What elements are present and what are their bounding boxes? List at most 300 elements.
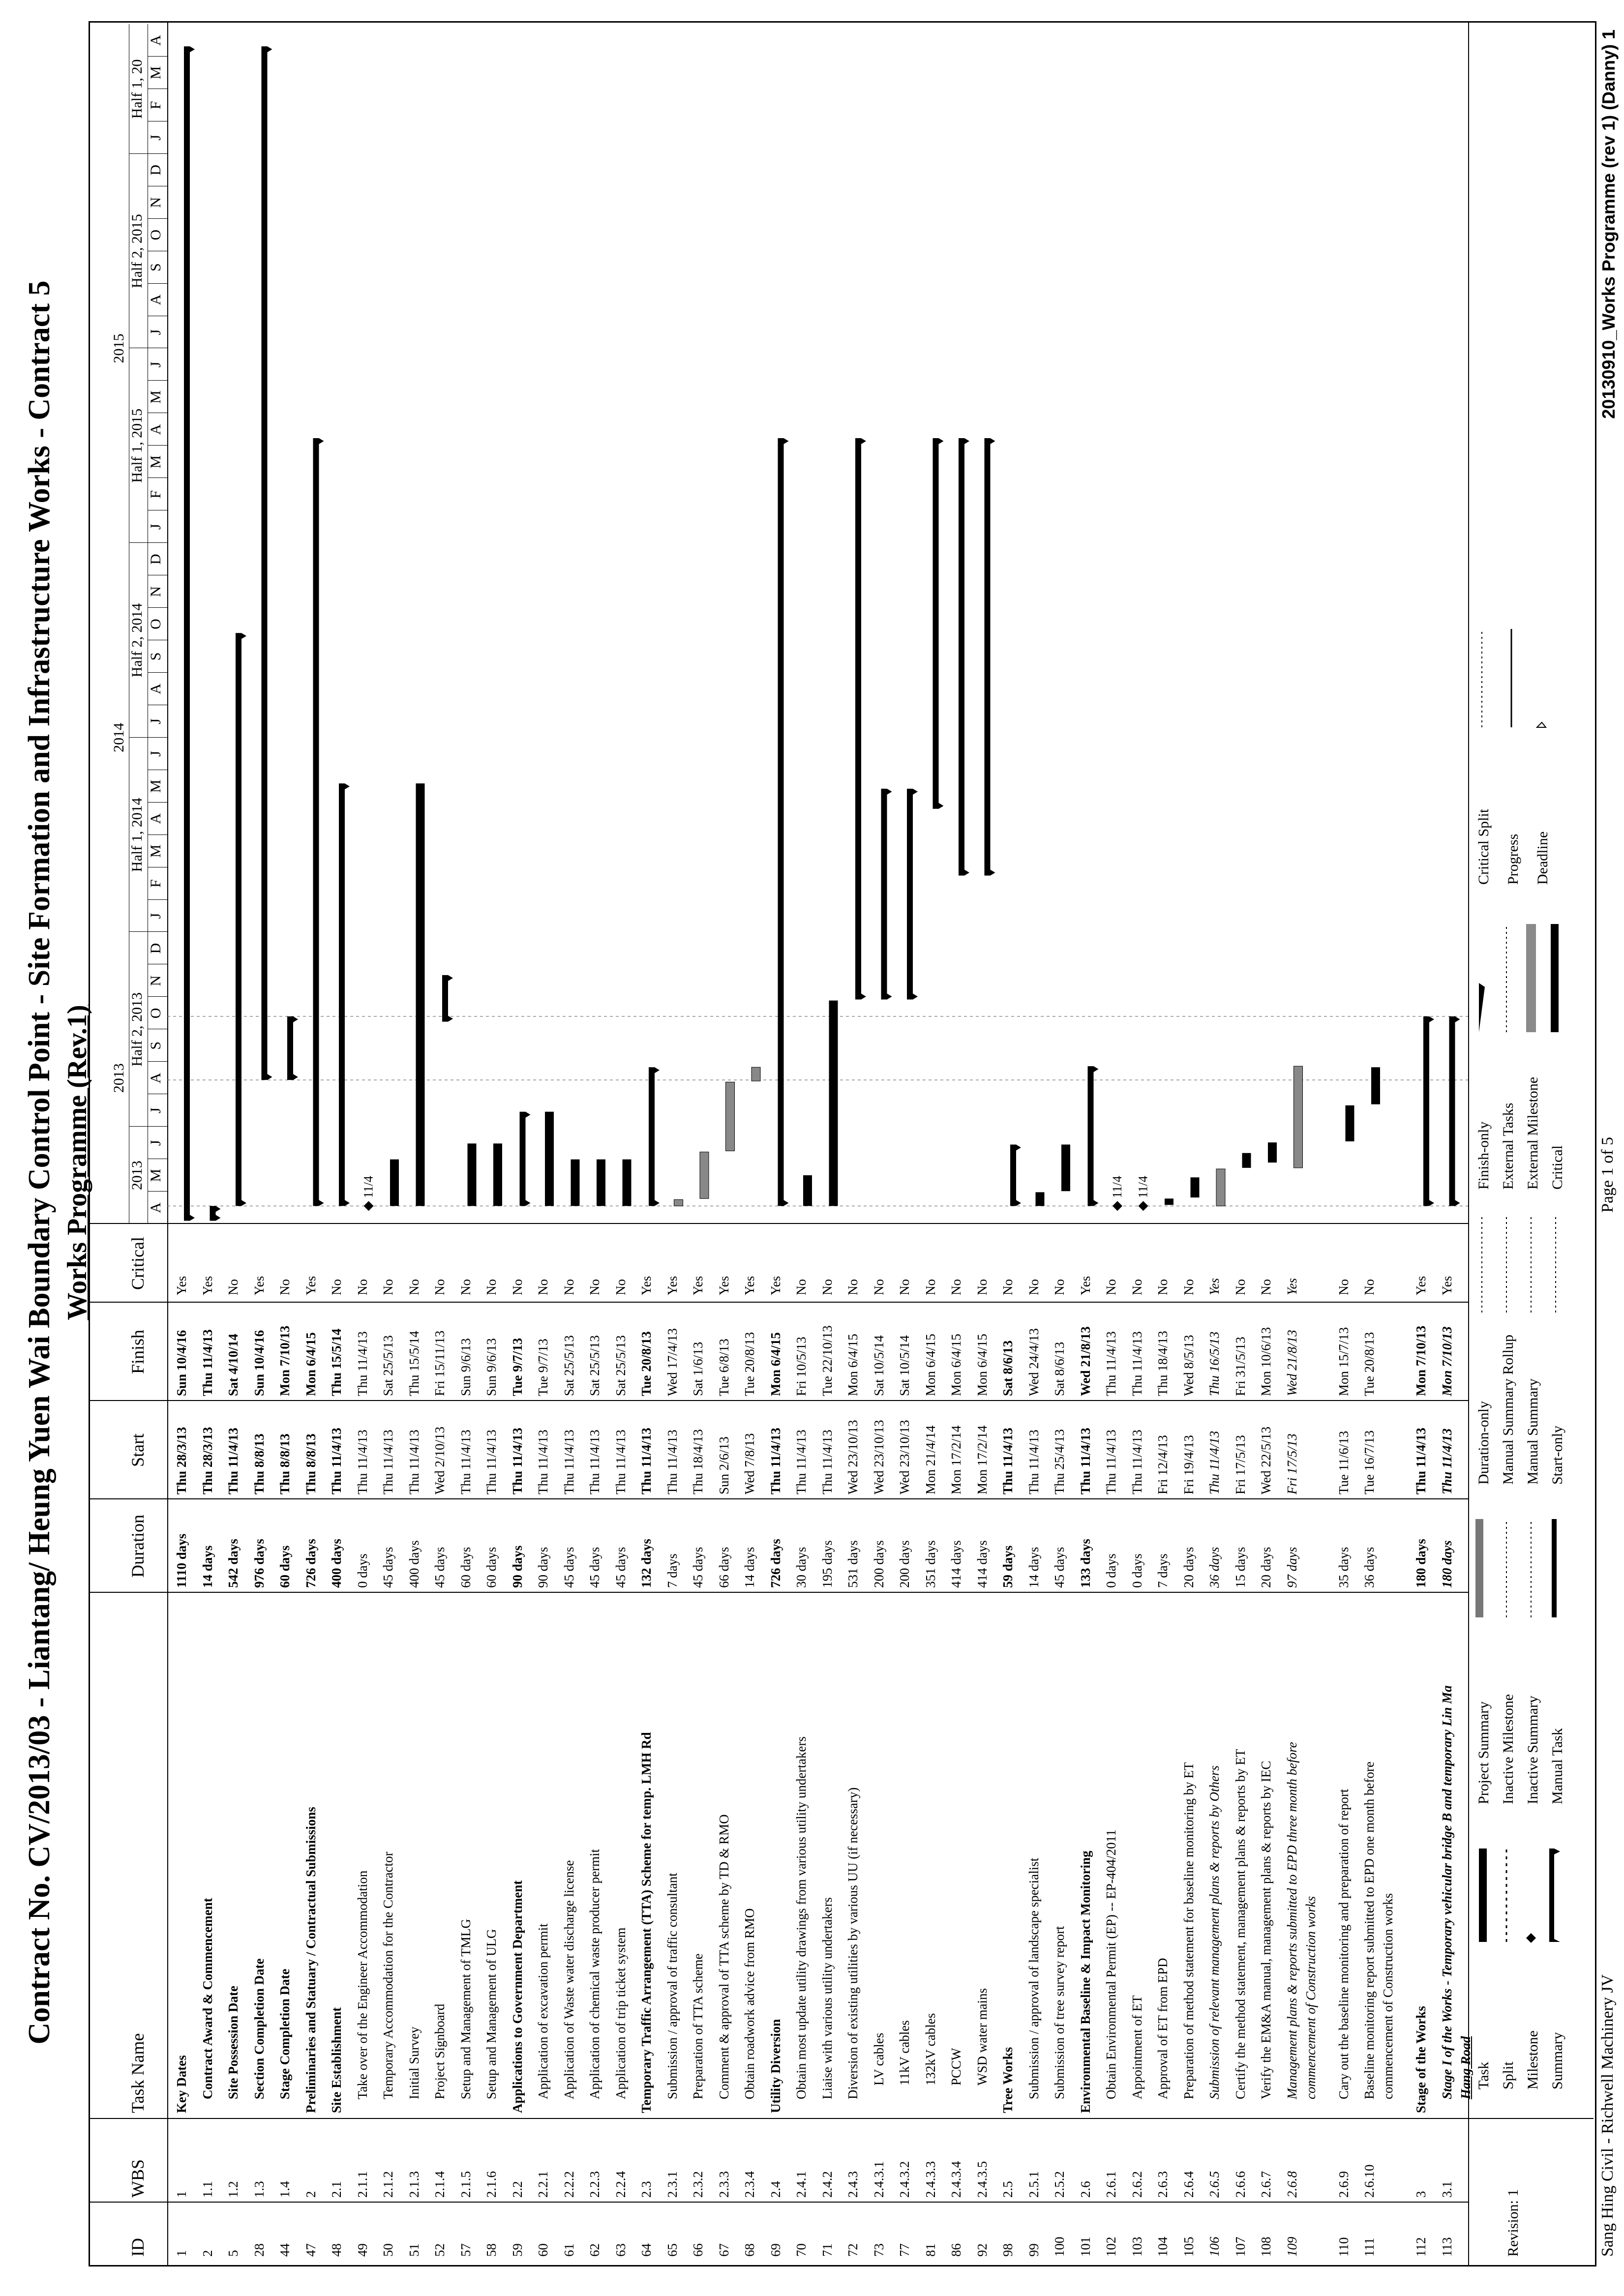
- legend-external-tasks-label: External Tasks: [1500, 1103, 1516, 1190]
- file-name: 20130910_Works Programme (rev 1) (Danny) 1: [1598, 30, 1619, 419]
- row-task-name: Verify the EM&A manual, management plans & reports by IEC: [1259, 1760, 1273, 2099]
- row-id: 103: [1129, 2236, 1144, 2257]
- row-duration: 66 days: [716, 1547, 731, 1588]
- row-id: 48: [329, 2243, 344, 2257]
- table-row: [1337, 1224, 1351, 2296]
- row-task-name: Contract Award & Commencement: [200, 1898, 215, 2099]
- timeline-month: J: [148, 1140, 164, 1146]
- row-critical: Yes: [251, 1276, 267, 1295]
- row-start: Thu 11/4/13: [1129, 1430, 1144, 1494]
- task-bar: [829, 1001, 838, 1206]
- timeline-month-divider: [148, 218, 167, 219]
- table-row: [278, 1224, 292, 2296]
- row-wbs: 2.2.2: [561, 2171, 576, 2198]
- summary-bar: [881, 789, 892, 1000]
- row-id: 58: [484, 2243, 499, 2257]
- row-duration: 7 days: [1155, 1553, 1170, 1588]
- timeline-month-divider: [148, 477, 167, 478]
- row-wbs: 1.4: [277, 2181, 292, 2198]
- timeline-month: D: [148, 554, 164, 565]
- row-wbs: 2.1.5: [458, 2171, 473, 2198]
- row-wbs: 2.6.10: [1362, 2164, 1377, 2198]
- row-critical: Yes: [1207, 1278, 1222, 1295]
- row-start: Thu 28/3/13: [200, 1427, 215, 1494]
- row-wbs: 2.1.3: [406, 2171, 421, 2198]
- timeline-half-divider: [129, 1126, 167, 1127]
- timeline-half: Half 1, 2014: [129, 798, 145, 872]
- row-task-name: Submission of tree survey report: [1052, 1926, 1067, 2099]
- timeline-half: Half 1, 20: [129, 59, 145, 119]
- timeline-month-divider: [148, 56, 167, 57]
- table-row: [330, 1224, 343, 2296]
- legend-manual-summary-label: Manual Summary: [1525, 1378, 1541, 1485]
- row-duration: 726 days: [768, 1539, 783, 1588]
- row-duration: 97 days: [1284, 1547, 1299, 1588]
- summary-bar: [1449, 1016, 1460, 1206]
- summary-bar: [1088, 1066, 1099, 1206]
- row-finish: Mon 7/10/13: [1439, 1326, 1454, 1396]
- row-id: 62: [587, 2243, 602, 2257]
- task-bar: [468, 1143, 477, 1206]
- row-task-name: 132kV cables: [923, 2013, 938, 2086]
- row-start: Thu 11/4/13: [1078, 1428, 1093, 1494]
- row-finish: Mon 15/7/13: [1336, 1327, 1351, 1396]
- critical-task-bar: [726, 1082, 735, 1151]
- milestone-date-label: 11/4: [1136, 1176, 1150, 1198]
- row-task-name: LV cables: [871, 2032, 886, 2086]
- row-finish: Wed 17/4/13: [664, 1328, 680, 1396]
- table-row: [718, 1224, 731, 2296]
- row-finish: Thu 18/4/13: [1155, 1331, 1170, 1396]
- row-wbs: 1: [174, 2191, 189, 2198]
- row-duration: 976 days: [251, 1539, 267, 1588]
- row-wbs: 2.2.1: [536, 2171, 550, 2198]
- row-id: 2: [200, 2250, 215, 2257]
- legend-start-only-label: Start-only: [1549, 1426, 1565, 1485]
- row-task-name: Cary out the baseline monitoring and preparation of report: [1336, 1789, 1351, 2099]
- row-start: Thu 11/4/13: [536, 1430, 550, 1494]
- row-task-name: Setup and Management of TMLG: [458, 1919, 473, 2099]
- row-duration: 59 days: [1000, 1545, 1015, 1588]
- row-id: 100: [1052, 2236, 1067, 2257]
- row-start: Sun 2/6/13: [716, 1436, 731, 1494]
- table-row: [175, 1224, 188, 2296]
- summary-bar: [907, 789, 918, 1000]
- summary-bar: [262, 46, 272, 1080]
- row-id: 44: [277, 2243, 292, 2257]
- table-row: [408, 1224, 421, 2296]
- row-task-name: Obtain Environmental Permit (EP) -- EP-404/2011: [1104, 1829, 1118, 2099]
- row-critical: Yes: [1413, 1276, 1428, 1295]
- row-duration: 414 days: [949, 1540, 963, 1588]
- row-critical: No: [1000, 1279, 1015, 1295]
- row-start: Mon 17/2/14: [949, 1425, 963, 1494]
- row-wbs: 2.6.5: [1207, 2171, 1222, 2198]
- row-finish: Sun 9/6/13: [458, 1338, 473, 1396]
- legend-finish-only-swatch: [1479, 983, 1485, 1032]
- row-critical: No: [536, 1279, 550, 1295]
- row-start: Thu 8/8/13: [251, 1433, 267, 1494]
- row-critical: No: [587, 1279, 602, 1295]
- row-duration: 1110 days: [174, 1533, 189, 1588]
- critical-task-bar: [674, 1199, 683, 1206]
- row-id: 51: [406, 2243, 421, 2257]
- row-duration: 542 days: [226, 1539, 241, 1588]
- table-row: [1156, 1224, 1170, 2296]
- row-task-name: Diversion of existing utilities by various UU (if necessary): [845, 1787, 860, 2099]
- row-id: 64: [639, 2243, 654, 2257]
- row-start: Thu 11/4/13: [510, 1428, 525, 1494]
- table-row: [1105, 1224, 1118, 2296]
- legend-split-label: Split: [1500, 2061, 1516, 2089]
- row-start: Thu 28/3/13: [174, 1427, 189, 1494]
- task-bar: [1036, 1192, 1045, 1206]
- row-task-name-continued: commencement of Construction works: [1381, 1893, 1396, 2099]
- timeline-year: 2013: [111, 1063, 127, 1093]
- row-start: Fri 12/4/13: [1155, 1435, 1170, 1494]
- row-start: Thu 11/4/13: [613, 1430, 628, 1494]
- row-wbs: 2.5: [1000, 2181, 1015, 2198]
- table-row: [253, 1224, 266, 2296]
- timeline-month: J: [148, 134, 164, 141]
- row-id: 102: [1104, 2236, 1118, 2257]
- revision-label: Revision: 1: [1505, 2189, 1521, 2257]
- row-start: Mon 17/2/14: [974, 1425, 990, 1494]
- timeline-month: J: [148, 329, 164, 335]
- row-wbs: 2.1.4: [432, 2171, 447, 2198]
- row-start: Thu 11/4/13: [1026, 1430, 1041, 1494]
- task-bar: [623, 1160, 632, 1206]
- row-id: 61: [561, 2243, 576, 2257]
- row-wbs: 2.4.3.5: [974, 2161, 990, 2198]
- row-finish: Fri 15/11/13: [432, 1330, 447, 1396]
- row-task-name: Management plans & reports submitted to EPD three month before: [1284, 1742, 1299, 2099]
- row-critical: No: [1336, 1279, 1351, 1295]
- col-header-task-name: Task Name: [128, 2033, 148, 2113]
- row-critical: Yes: [1078, 1276, 1093, 1295]
- row-critical: No: [949, 1279, 963, 1295]
- row-critical: Yes: [742, 1276, 757, 1295]
- row-duration: 60 days: [277, 1545, 292, 1588]
- row-wbs: 2.2.3: [587, 2171, 602, 2198]
- row-id: 67: [716, 2243, 731, 2257]
- row-critical: No: [226, 1279, 241, 1295]
- row-critical: Yes: [768, 1276, 783, 1295]
- row-start: Thu 11/4/13: [1207, 1431, 1222, 1494]
- row-duration: 0 days: [355, 1553, 370, 1588]
- timeline-month-divider: [148, 1191, 167, 1192]
- row-wbs: 2.4.1: [794, 2171, 809, 2198]
- legend-progress-label: Progress: [1505, 834, 1521, 885]
- document-subtitle: Works Programme (Rev.1): [62, 1005, 92, 1320]
- row-start: Thu 11/4/13: [664, 1430, 680, 1494]
- row-finish: Mon 6/4/15: [845, 1334, 860, 1396]
- summary-bar: [313, 438, 324, 1206]
- timeline-month: D: [148, 943, 164, 954]
- row-start: Thu 11/4/13: [1104, 1430, 1118, 1494]
- row-start: Wed 23/10/13: [845, 1420, 860, 1494]
- row-task-name: Obtain most update utility drawings from various utility undertakers: [794, 1736, 809, 2099]
- timeline-month: A: [148, 35, 164, 46]
- row-duration: 7 days: [664, 1553, 680, 1588]
- row-start: Wed 23/10/13: [871, 1420, 886, 1494]
- row-finish: Tue 22/10/13: [819, 1325, 835, 1396]
- table-row: [1260, 1224, 1273, 2296]
- row-finish: Mon 6/4/15: [974, 1334, 990, 1396]
- row-duration: 45 days: [691, 1547, 705, 1588]
- row-finish: Sat 8/6/13: [1000, 1340, 1015, 1396]
- row-duration: 132 days: [639, 1539, 654, 1588]
- row-task-name: Submission / approval of landscape specialist: [1026, 1857, 1041, 2099]
- row-task-name: Liaise with various utility undertakers: [819, 1897, 835, 2099]
- row-start: Thu 11/4/13: [768, 1428, 783, 1494]
- row-critical: No: [1155, 1279, 1170, 1295]
- legend-deadline-swatch: [1537, 722, 1546, 727]
- row-id: 49: [355, 2243, 370, 2257]
- row-critical: No: [406, 1279, 421, 1295]
- timeline-month: N: [148, 975, 164, 986]
- row-duration: 60 days: [484, 1547, 499, 1588]
- timeline-month: O: [148, 229, 164, 240]
- row-id: 59: [510, 2243, 525, 2257]
- legend-inactive-milestone-label: Inactive Milestone: [1500, 1694, 1516, 1804]
- row-finish: Thu 16/5/13: [1207, 1331, 1222, 1396]
- summary-bar: [855, 438, 866, 999]
- row-critical: No: [897, 1279, 912, 1295]
- row-start: Thu 11/4/13: [1000, 1428, 1015, 1494]
- summary-bar: [520, 1112, 531, 1206]
- row-start: Thu 11/4/13: [381, 1430, 395, 1494]
- row-wbs: 2.4.2: [819, 2171, 835, 2198]
- row-finish: Mon 6/4/15: [303, 1332, 318, 1396]
- row-id: 68: [742, 2243, 757, 2257]
- row-duration: 180 days: [1439, 1540, 1454, 1588]
- row-task-name: Baseline monitoring report submitted to EPD one month before: [1362, 1761, 1377, 2099]
- row-id: 5: [226, 2250, 241, 2257]
- table-row: [1027, 1224, 1041, 2296]
- row-critical: No: [484, 1279, 499, 1295]
- row-wbs: 2.4.3.4: [949, 2161, 963, 2198]
- timeline-month: M: [148, 779, 164, 793]
- table-row: [872, 1224, 886, 2296]
- timeline-month: M: [148, 1168, 164, 1182]
- row-task-name-continued: Hang Road: [1458, 2036, 1473, 2099]
- timeline-half: Half 1, 2015: [129, 408, 145, 483]
- summary-bar: [649, 1067, 660, 1206]
- row-critical: Yes: [716, 1276, 731, 1295]
- row-task-name: Tree Works: [1000, 2047, 1015, 2113]
- row-id: 65: [664, 2243, 680, 2257]
- row-wbs: 2.4.3.2: [897, 2161, 912, 2198]
- row-wbs: 2.6.6: [1233, 2171, 1248, 2198]
- task-bar: [545, 1112, 554, 1206]
- row-finish: Mon 6/4/15: [923, 1334, 938, 1396]
- row-wbs: 2.5.2: [1052, 2171, 1067, 2198]
- summary-bar: [339, 783, 350, 1206]
- row-task-name: Stage I of the Works - Temporary vehicular bridge B and temporary Lin Ma: [1439, 1685, 1454, 2099]
- row-finish: Thu 11/4/13: [1104, 1331, 1118, 1396]
- table-row: [692, 1224, 705, 2296]
- row-wbs: 2.1.2: [381, 2171, 395, 2198]
- timeline-month: N: [148, 197, 164, 208]
- row-duration: 45 days: [381, 1547, 395, 1588]
- row-task-name: Submission / approval of traffic consultant: [664, 1873, 680, 2099]
- row-duration: 45 days: [432, 1547, 447, 1588]
- table-row: [769, 1224, 782, 2296]
- legend-finish-only-label: Finish-only: [1475, 1121, 1492, 1190]
- row-wbs: 2.3.2: [691, 2171, 705, 2198]
- timeline-month: J: [148, 1107, 164, 1114]
- table-row: [1363, 1224, 1376, 2296]
- timeline-half-divider: [129, 542, 167, 543]
- row-duration: 45 days: [613, 1547, 628, 1588]
- col-header-id: ID: [128, 2238, 148, 2257]
- legend-external-milestone-label: External Milestone: [1525, 1076, 1541, 1190]
- row-duration: 195 days: [819, 1540, 835, 1588]
- timeline-half-divider: [129, 153, 167, 154]
- row-finish: Thu 15/5/14: [329, 1328, 344, 1396]
- row-start: Wed 7/8/13: [742, 1433, 757, 1494]
- row-id: 92: [974, 2243, 990, 2257]
- timeline-month: F: [148, 101, 164, 110]
- legend-task-label: Task: [1475, 2061, 1492, 2089]
- row-duration: 30 days: [794, 1547, 809, 1588]
- row-task-name: Initial Survey: [406, 2027, 421, 2099]
- row-task-name: PCCW: [949, 2048, 963, 2086]
- row-wbs: 2.6.8: [1284, 2171, 1299, 2198]
- row-id: 72: [845, 2243, 860, 2257]
- row-duration: 351 days: [923, 1540, 938, 1588]
- timeline-month: S: [148, 263, 164, 271]
- table-row: [795, 1224, 808, 2296]
- table-row: [485, 1224, 498, 2296]
- row-task-name: Project Signboard: [432, 2003, 447, 2099]
- row-finish: Fri 10/5/13: [794, 1337, 809, 1396]
- row-id: 110: [1336, 2237, 1351, 2257]
- row-wbs: 1.1: [200, 2181, 215, 2198]
- row-start: Thu 11/4/13: [587, 1430, 602, 1494]
- row-task-name: Take over of the Engineer Accommodation: [355, 1870, 370, 2099]
- row-duration: 200 days: [897, 1540, 912, 1588]
- row-id: 71: [819, 2243, 835, 2257]
- row-finish: Wed 21/8/13: [1078, 1326, 1093, 1396]
- row-finish: Sat 1/6/13: [691, 1342, 705, 1396]
- task-bar: [1165, 1198, 1173, 1205]
- legend-task-swatch: [1479, 1849, 1487, 1942]
- timeline-month-divider: [148, 283, 167, 284]
- row-critical: No: [974, 1279, 990, 1295]
- row-finish: Wed 8/5/13: [1181, 1335, 1196, 1396]
- task-bar: [1242, 1153, 1251, 1168]
- table-row: [304, 1224, 318, 2296]
- row-task-name: Environmental Baseline & Impact Monitoring: [1078, 1850, 1093, 2113]
- table-row: [846, 1224, 860, 2296]
- table-row: [666, 1224, 679, 2296]
- row-finish: Mon 10/6/13: [1259, 1327, 1273, 1396]
- table-row: [588, 1224, 601, 2296]
- legend-milestone-swatch: [1526, 1933, 1536, 1943]
- table-row: [1286, 1224, 1299, 2296]
- timeline-month: O: [148, 619, 164, 629]
- timeline-month: J: [148, 524, 164, 530]
- row-task-name: Site Establishment: [329, 2007, 344, 2113]
- row-task-name: Applications to Government Department: [510, 1880, 525, 2113]
- row-task-name: Application of trip ticket system: [613, 1927, 628, 2099]
- row-finish: Sat 25/5/13: [561, 1335, 576, 1396]
- row-duration: 36 days: [1362, 1547, 1377, 1588]
- timeline-half: Half 2, 2014: [129, 603, 145, 678]
- row-task-name: Key Dates: [174, 2055, 189, 2113]
- timeline-month: M: [148, 390, 164, 404]
- row-task-name: 11kV cables: [897, 2020, 912, 2086]
- summary-bar: [1010, 1144, 1021, 1206]
- row-id: 63: [613, 2243, 628, 2257]
- row-duration: 14 days: [1026, 1547, 1041, 1588]
- timeline-month: J: [148, 718, 164, 724]
- row-duration: 15 days: [1233, 1547, 1248, 1588]
- row-critical: No: [794, 1279, 809, 1295]
- row-task-name: Site Possession Date: [226, 1986, 241, 2099]
- row-finish: Sat 10/5/14: [897, 1335, 912, 1396]
- summary-bar: [287, 1016, 298, 1080]
- row-finish: Mon 6/4/15: [949, 1334, 963, 1396]
- row-task-name: Application of Waste water discharge license: [561, 1860, 576, 2099]
- summary-bar: [1423, 1016, 1434, 1206]
- row-start: Thu 11/4/13: [1413, 1428, 1428, 1494]
- row-start: Mon 21/4/14: [923, 1425, 938, 1494]
- row-finish: Fri 31/5/13: [1233, 1337, 1248, 1396]
- row-task-name: Preparation of method statement for baseline monitoring by ET: [1181, 1762, 1196, 2099]
- table-row: [1131, 1224, 1144, 2296]
- row-critical: Yes: [200, 1276, 215, 1295]
- table-row: [201, 1224, 214, 2296]
- legend-critical-label: Critical: [1549, 1145, 1565, 1190]
- row-wbs: 2.6.1: [1104, 2171, 1118, 2198]
- table-row: [821, 1224, 834, 2296]
- row-id: 111: [1362, 2237, 1377, 2257]
- row-finish: Thu 15/5/14: [406, 1331, 421, 1396]
- table-row: [511, 1224, 524, 2296]
- row-duration: 200 days: [871, 1540, 886, 1588]
- table-row: [1079, 1224, 1092, 2296]
- row-duration: 0 days: [1129, 1553, 1144, 1588]
- row-duration: 35 days: [1336, 1547, 1351, 1588]
- row-task-name: Temporary Accommodation for the Contractor: [381, 1851, 395, 2099]
- row-wbs: 1.2: [226, 2181, 241, 2198]
- legend-manual-task-swatch: [1552, 1519, 1557, 1617]
- row-critical: No: [458, 1279, 473, 1295]
- critical-task-bar: [700, 1152, 709, 1199]
- row-critical: No: [871, 1279, 886, 1295]
- row-wbs: 3: [1413, 2191, 1428, 2198]
- row-wbs: 3.1: [1439, 2181, 1454, 2198]
- company-name: Sang Hing Civil - Richwell Machinery JV: [1598, 1974, 1617, 2257]
- row-task-name: Application of chemical waste producer permit: [587, 1849, 602, 2099]
- row-duration: 90 days: [536, 1547, 550, 1588]
- timeline-month: A: [148, 424, 164, 435]
- legend-deadline-label: Deadline: [1534, 831, 1551, 885]
- row-id: 57: [458, 2243, 473, 2257]
- legend-inactive-summary-label: Inactive Summary: [1525, 1696, 1541, 1804]
- row-id: 107: [1233, 2236, 1248, 2257]
- row-finish: Sat 25/5/13: [587, 1335, 602, 1396]
- row-critical: Yes: [303, 1276, 318, 1295]
- row-critical: Yes: [639, 1276, 654, 1295]
- gantt-chart: [167, 24, 1468, 1224]
- row-critical: No: [432, 1279, 447, 1295]
- row-finish: Thu 11/4/13: [200, 1329, 215, 1396]
- timeline-month: S: [148, 1041, 164, 1050]
